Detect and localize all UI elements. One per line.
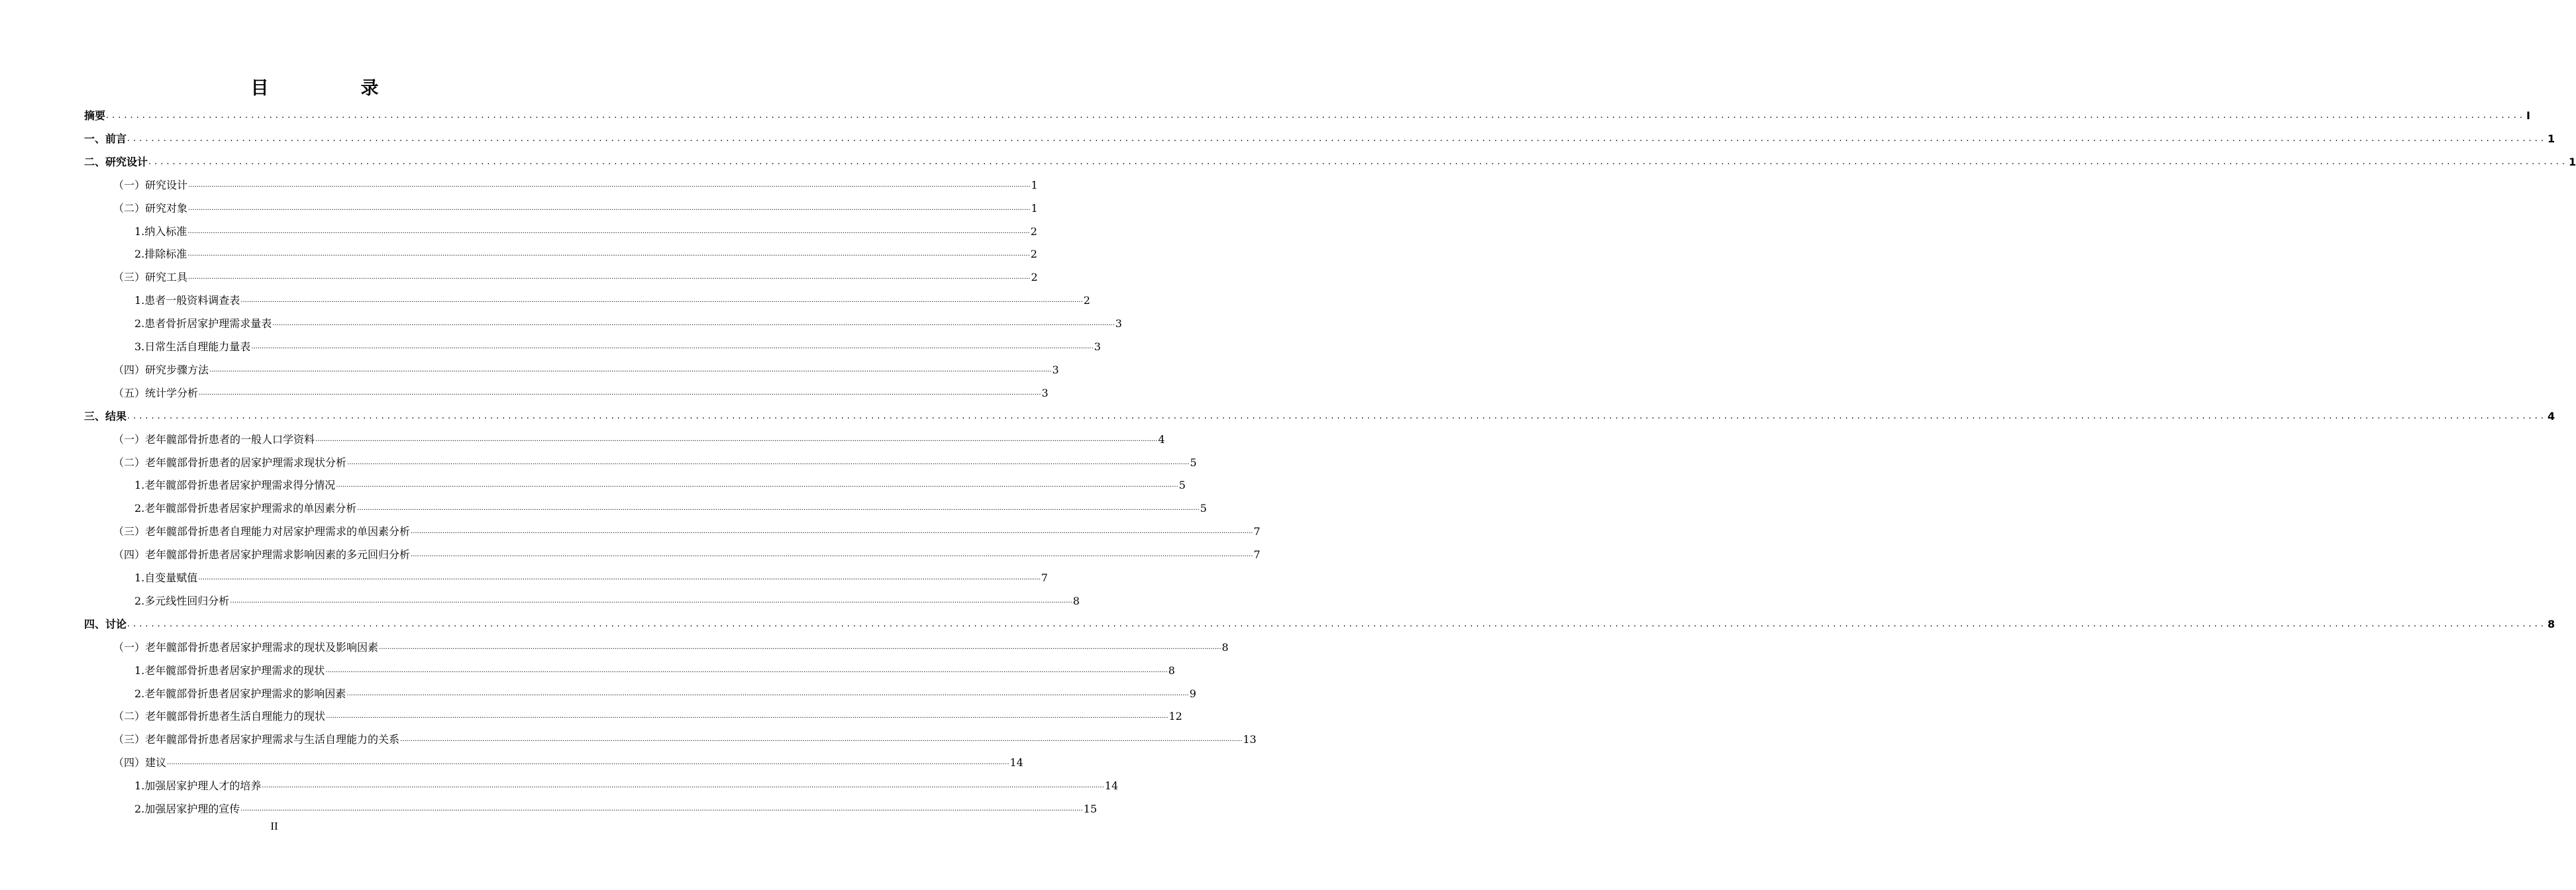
toc-entry-text: （二）老年髋部骨折患者的居家护理需求现状分析 <box>113 456 347 469</box>
toc-leader-dots: ................................................................................................................................................................................................................................................................................................................................................................................................................ <box>199 389 1041 397</box>
footer-page-number: II <box>270 820 278 832</box>
toc-entry-text: （五）统计学分析 <box>113 387 199 399</box>
toc-entry-page: 3 <box>1041 387 1049 399</box>
toc-entry-page: 5 <box>1200 502 1207 515</box>
toc-entry[interactable] <box>113 640 1229 654</box>
toc-entry-text: （三）研究工具 <box>113 271 188 283</box>
toc-entry-page: 8 <box>1168 664 1175 677</box>
toc-entry[interactable] <box>134 801 1098 816</box>
toc-entry[interactable] <box>84 617 2555 631</box>
toc-leader-dots: ................................................................................................................................................................................................................................................................................................................................................................................................................ <box>127 411 2547 421</box>
toc-entry[interactable] <box>134 224 1037 238</box>
toc-entry[interactable] <box>134 593 1080 608</box>
toc-entry-page: 8 <box>1221 641 1229 654</box>
toc-entry[interactable] <box>113 432 1165 446</box>
toc-entry-page: 14 <box>1009 756 1023 769</box>
toc-leader-dots: ................................................................................................................................................................................................................................................................................................................................................................................................................ <box>127 619 2547 629</box>
toc-entry-page: 8 <box>2547 618 2555 630</box>
toc-entry-page: 7 <box>1041 571 1048 584</box>
toc-entry-page: 4 <box>1158 433 1165 446</box>
toc-leader-dots: ................................................................................................................................................................................................................................................................................................................................................................................................................ <box>315 436 1158 443</box>
toc-leader-dots: ................................................................................................................................................................................................................................................................................................................................................................................................................ <box>188 273 1031 281</box>
toc-entry[interactable] <box>134 663 1175 677</box>
toc-entry-text: 1.患者一般资料调查表 <box>134 294 240 307</box>
toc-entry-page: 15 <box>1083 803 1098 815</box>
toc-entry-text: 1.老年髋部骨折患者居家护理需求得分情况 <box>134 479 336 491</box>
toc-entry[interactable] <box>134 293 1090 307</box>
toc-leader-dots: ................................................................................................................................................................................................................................................................................................................................................................................................................ <box>357 505 1200 512</box>
toc-entry-page: 1 <box>1031 179 1038 191</box>
toc-entry-page: 5 <box>1178 479 1186 491</box>
toc-entry[interactable] <box>84 108 2530 123</box>
toc-leader-dots: ................................................................................................................................................................................................................................................................................................................................................................................................................ <box>188 181 1031 189</box>
toc-entry-page: 5 <box>1190 456 1197 469</box>
toc-entry-text: （二）研究对象 <box>113 202 188 215</box>
toc-entry-page: 2 <box>1031 271 1038 283</box>
toc-entry-page: 1 <box>2568 156 2576 168</box>
toc-entry-page: 3 <box>1115 317 1122 330</box>
toc-entry-page: 8 <box>1072 595 1080 607</box>
toc-leader-dots: ................................................................................................................................................................................................................................................................................................................................................................................................................ <box>325 667 1168 674</box>
toc-entry[interactable] <box>134 339 1101 354</box>
toc-entry-text: 2.排除标准 <box>134 248 187 260</box>
toc-entry-page: 12 <box>1168 710 1182 722</box>
toc-leader-dots: ................................................................................................................................................................................................................................................................................................................................................................................................................ <box>230 597 1072 605</box>
toc-entry[interactable] <box>134 477 1186 492</box>
toc-entry-page: 1 <box>2547 132 2555 145</box>
toc-entry-page: 13 <box>1243 733 1257 746</box>
toc-entry-text: 1.纳入标准 <box>134 225 187 238</box>
toc-leader-dots: ................................................................................................................................................................................................................................................................................................................................................................................................................ <box>400 736 1243 743</box>
toc-entry[interactable] <box>84 154 2576 169</box>
toc-entry[interactable] <box>134 501 1207 515</box>
toc-entry-text: 三、结果 <box>84 410 127 422</box>
toc-leader-dots: ................................................................................................................................................................................................................................................................................................................................................................................................................ <box>187 250 1030 258</box>
toc-entry-text: 摘要 <box>84 109 106 122</box>
toc-entry[interactable] <box>113 547 1261 562</box>
toc-entry-page: 7 <box>1253 525 1261 538</box>
toc-leader-dots: ................................................................................................................................................................................................................................................................................................................................................................................................................ <box>240 297 1083 304</box>
toc-entry-text: 1.自变量赋值 <box>134 571 198 584</box>
toc-entry-text: 一、前言 <box>84 132 127 145</box>
toc-leader-dots: ................................................................................................................................................................................................................................................................................................................................................................................................................ <box>251 343 1094 350</box>
toc-leader-dots: ................................................................................................................................................................................................................................................................................................................................................................................................................ <box>148 157 2568 167</box>
toc-entry[interactable] <box>84 131 2555 146</box>
toc-entry[interactable] <box>113 201 1038 215</box>
toc-entry-text: 四、讨论 <box>84 618 127 630</box>
toc-entry-text: （一）研究设计 <box>113 179 188 191</box>
toc-entry-page: 2 <box>1030 225 1037 238</box>
toc-entry-text: 2.加强居家护理的宣传 <box>134 803 240 815</box>
toc-entry-text: 2.老年髋部骨折患者居家护理需求的单因素分析 <box>134 502 357 515</box>
toc-entry-page: 9 <box>1189 687 1196 700</box>
toc-entry[interactable] <box>113 177 1038 192</box>
toc-entry-text: 二、研究设计 <box>84 156 148 168</box>
toc-entry-text: （一）老年髋部骨折患者居家护理需求的现状及影响因素 <box>113 641 379 654</box>
toc-leader-dots: ................................................................................................................................................................................................................................................................................................................................................................................................................ <box>262 782 1104 789</box>
toc-entry-page: 3 <box>1094 340 1101 353</box>
toc-leader-dots: ................................................................................................................................................................................................................................................................................................................................................................................................................ <box>347 459 1190 466</box>
toc-entry[interactable] <box>113 755 1023 769</box>
toc-entry[interactable] <box>113 270 1038 284</box>
toc-leader-dots: ................................................................................................................................................................................................................................................................................................................................................................................................................ <box>336 481 1178 489</box>
toc-entry-page: I <box>2526 109 2530 122</box>
toc-entry-page: 2 <box>1030 248 1037 260</box>
toc-entry[interactable] <box>113 732 1257 746</box>
toc-leader-dots: ................................................................................................................................................................................................................................................................................................................................................................................................................ <box>346 690 1189 697</box>
toc-entry-text: （三）老年髋部骨折患者居家护理需求与生活自理能力的关系 <box>113 733 400 746</box>
toc-entry[interactable] <box>84 409 2555 423</box>
toc-entry-text: 2.多元线性回归分析 <box>134 595 230 607</box>
toc-leader-dots: ................................................................................................................................................................................................................................................................................................................................................................................................................ <box>411 551 1253 558</box>
toc-leader-dots: ................................................................................................................................................................................................................................................................................................................................................................................................................ <box>326 713 1168 720</box>
toc-entry-text: 2.患者骨折居家护理需求量表 <box>134 317 272 330</box>
toc-entry-page: 14 <box>1104 779 1119 792</box>
toc-leader-dots: ................................................................................................................................................................................................................................................................................................................................................................................................................ <box>379 644 1221 651</box>
toc-leader-dots: ................................................................................................................................................................................................................................................................................................................................................................................................................ <box>209 366 1052 373</box>
toc-entry[interactable] <box>113 455 1197 470</box>
toc-entry-text: （一）老年髋部骨折患者的一般人口学资料 <box>113 433 315 446</box>
toc-entry[interactable] <box>134 778 1119 793</box>
toc-leader-dots: ................................................................................................................................................................................................................................................................................................................................................................................................................ <box>187 228 1030 235</box>
toc-entry-text: （四）老年髋部骨折患者居家护理需求影响因素的多元回归分析 <box>113 548 411 561</box>
toc-title: 目 录 <box>250 78 416 99</box>
toc-entry[interactable] <box>113 709 1182 723</box>
toc-entry-text: （四）研究步骤方法 <box>113 364 209 376</box>
toc-leader-dots: ................................................................................................................................................................................................................................................................................................................................................................................................................ <box>411 528 1253 535</box>
toc-entry-text: 3.日常生活自理能力量表 <box>134 340 251 353</box>
toc-leader-dots: ................................................................................................................................................................................................................................................................................................................................................................................................................ <box>167 759 1009 766</box>
toc-entry[interactable] <box>134 316 1122 330</box>
toc-leader-dots: ................................................................................................................................................................................................................................................................................................................................................................................................................ <box>240 805 1083 813</box>
toc-entry-page: 2 <box>1083 294 1090 307</box>
toc-entry-text: 1.老年髋部骨折患者居家护理需求的现状 <box>134 664 325 677</box>
toc-entry[interactable] <box>113 385 1049 400</box>
toc-entry-page: 1 <box>1031 202 1038 215</box>
toc-leader-dots: ................................................................................................................................................................................................................................................................................................................................................................................................................ <box>188 205 1031 212</box>
toc-entry-text: （四）建议 <box>113 756 167 769</box>
toc-entry-text: 1.加强居家护理人才的培养 <box>134 779 262 792</box>
toc-leader-dots: ................................................................................................................................................................................................................................................................................................................................................................................................................ <box>272 320 1115 327</box>
toc-entry[interactable] <box>134 686 1196 701</box>
toc-leader-dots: ................................................................................................................................................................................................................................................................................................................................................................................................................ <box>198 574 1041 581</box>
toc-entry-page: 4 <box>2547 410 2555 422</box>
toc-entry[interactable] <box>113 524 1261 538</box>
toc-entry-page: 7 <box>1253 548 1261 561</box>
toc-entry-text: （三）老年髋部骨折患者自理能力对居家护理需求的单因素分析 <box>113 525 411 538</box>
toc-entry-text: 2.老年髋部骨折患者居家护理需求的影响因素 <box>134 687 346 700</box>
toc-leader-dots: ................................................................................................................................................................................................................................................................................................................................................................................................................ <box>106 111 2526 121</box>
toc-entry[interactable] <box>134 570 1048 585</box>
toc-entry[interactable] <box>134 246 1037 261</box>
toc-leader-dots: ................................................................................................................................................................................................................................................................................................................................................................................................................ <box>127 134 2547 144</box>
toc-entry-page: 3 <box>1052 364 1059 376</box>
toc-entry-text: （二）老年髋部骨折患者生活自理能力的现状 <box>113 710 326 722</box>
toc-entry[interactable] <box>113 362 1059 377</box>
